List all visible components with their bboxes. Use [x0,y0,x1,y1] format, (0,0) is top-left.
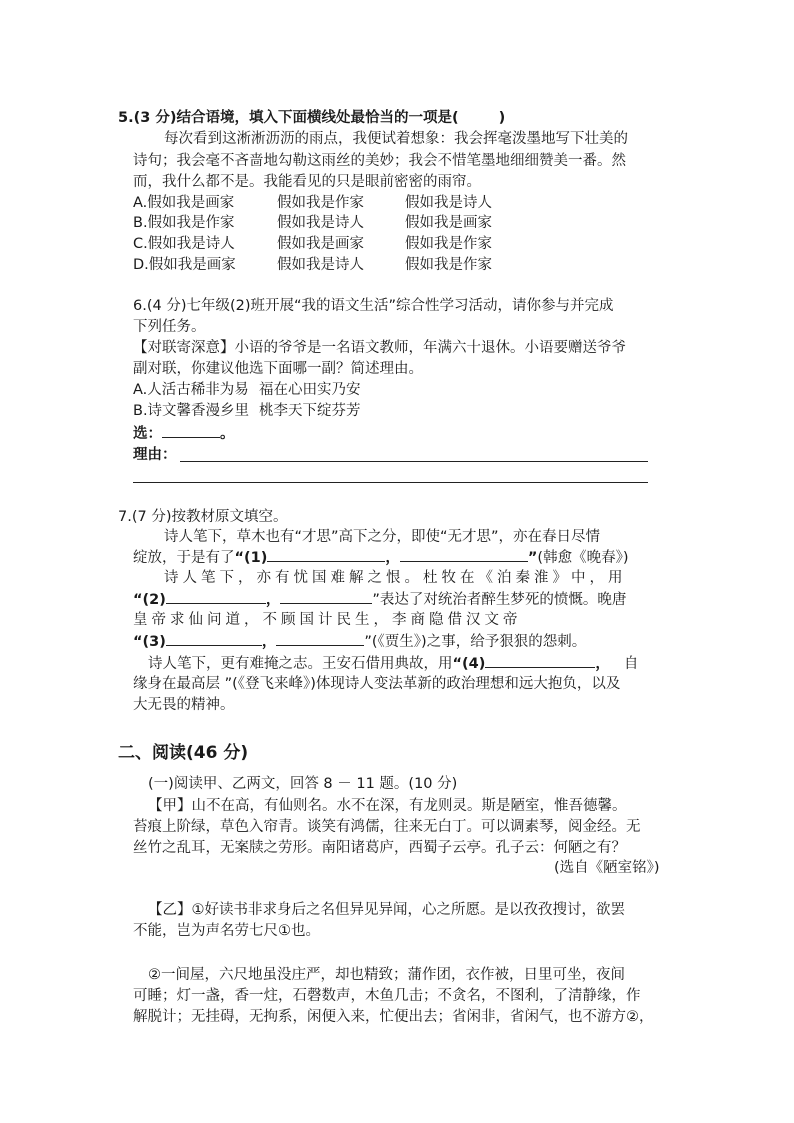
q6-stem-1: 6.(4 分)七年级(2)班开展“我的语文生活”综合性学习活动，请你参与并完成 [133,298,614,314]
q5-option-d-2: 假如我是诗人 [277,257,364,273]
q7-blank2-open: “(2) [133,592,166,608]
q7-blank4[interactable] [485,653,595,668]
jia-line-3: 丝竹之乱耳，无案牍之劳形。南阳诸葛庐，西蜀子云亭。孔子云：何陋之有？ [133,840,626,856]
q7-p2-rest-2: ”(《贾生》)之事，给予狠狠的怨刺。 [364,634,587,650]
q7-blank3-open: “(3) [133,634,166,650]
q7-blank1-a[interactable] [267,547,385,562]
q6-option-b-lower: 桃李天下绽芬芳 [259,403,361,419]
q5-option-a-1: A.假如我是画家 [133,195,235,211]
q5-option-b-1: B.假如我是作家 [133,215,235,231]
q5-option-a-3: 假如我是诗人 [405,195,492,211]
jia-source: (选自《陋室铭》) [554,860,660,876]
q5-option-c-2: 假如我是画家 [277,236,364,252]
q5-option-c-1: C.假如我是诗人 [133,236,235,252]
q7-blank1-b[interactable] [400,547,528,562]
q5-option-b [133,213,492,233]
q6-reason-blank-1[interactable] [180,461,648,462]
q6-choose-label: 选： [133,426,162,442]
q7-p2-line-4 [133,631,586,652]
q5-passage-line-2: 诗句；我会毫不吝啬地勾勒这雨丝的美妙；我会不惜笔墨地细细赞美一番。然 [133,153,626,169]
q7-blank1-comma: ， [385,550,400,566]
q7-blank2-comma: ， [265,592,281,608]
q5-passage-line-1: 每次看到这淅淅沥沥的雨点，我便试着想象：我会挥毫泼墨地写下壮美的 [164,131,628,147]
yi-2-line-3: 解脱计；无挂碍，无拘系，闲便入来，忙便出去；省闲非，省闲气，也不游方②， [133,1009,654,1025]
section-2-sub: (一)阅读甲、乙两文，回答 8 － 11 题。(10 分) [148,776,458,792]
q5-option-b-3: 假如我是画家 [405,215,492,231]
q5-stem-text: 5.(3 分)结合语境，填入下面横线处最恰当的一项是( [118,110,459,126]
yi-1-line-1: 【乙】①好读书非求身后之名但异见异闻，心之所愿。是以孜孜搜讨，欲罢 [148,902,625,918]
q7-blank3-a[interactable] [166,631,262,646]
q7-blank4-comma: ， [595,656,610,672]
q6-reason-blank-2[interactable] [133,482,648,483]
q6-stem-2: 下列任务。 [133,319,206,335]
jia-line-2: 苔痕上阶绿，草色入帘青。谈笑有鸿儒，往来无白丁。可以调素琴，阅金经。无 [133,819,641,835]
q7-p3-line-2: 缘身在最高层 ”(《登飞来峰》)体现诗人变法革新的政治理想和远大抱负，以及 [133,676,621,692]
q5-option-d [133,255,492,275]
q6-task-2: 副对联，你建议他选下面哪一副？简述理由。 [133,361,423,377]
q7-blank1-open: “(1) [234,550,268,566]
q6-option-b-upper: B.诗文馨香漫乡里 [133,403,250,419]
q5-option-c [133,234,492,254]
q6-choose-blank[interactable] [162,423,220,438]
section-2-title: 二、阅读(46 分) [118,743,249,763]
q6-choose-end: 。 [220,426,235,442]
q7-p1-source: (韩愈《晚春》) [537,550,629,566]
q5-option-a [133,193,492,213]
q7-p2-line-1: 诗人笔下，亦有忧国难解之恨。杜牧在《泊秦淮》中，用 [164,570,627,586]
q5-option-d-1: D.假如我是画家 [133,257,236,273]
q7-p2-rest: ”表达了对统治者醉生梦死的愤慨。晚唐 [372,592,627,608]
q7-p3-lead: 诗人笔下，更有难掩之志。王安石借用典故，用 [148,656,453,672]
q7-blank1-close: ” [527,550,538,566]
q5-stem [118,108,505,128]
q7-blank2-a[interactable] [166,589,266,604]
q7-p1-lead: 绽放，于是有了 [133,550,235,566]
q7-p3-line-3: 大无畏的精神。 [133,697,235,713]
q5-option-a-2: 假如我是作家 [277,195,364,211]
q5-option-c-3: 假如我是作家 [405,236,492,252]
q7-p1-line-1: 诗人笔下，草木也有“才思”高下之分，即使“无才思”，亦在春日尽情 [164,529,601,545]
yi-2-line-1: ②一间屋，六尺地虽没庄严，却也精致；蒲作团，衣作被，日里可坐，夜间 [148,967,625,983]
q6-option-a-upper: A.人活古稀非为易 [133,382,249,398]
q7-blank3-comma: ， [261,634,277,650]
q5-passage-line-3: 而，我什么都不是。我能看见的只是眼前密密的雨帘。 [133,174,481,190]
q6-choose-row [133,423,235,444]
q7-p2-line-2 [133,589,626,610]
q6-option-a [133,380,361,400]
q6-option-b [133,401,361,421]
q7-blank4-open: “(4) [452,656,486,672]
q6-option-a-lower: 福在心田实乃安 [259,382,361,398]
q5-option-d-3: 假如我是作家 [405,257,492,273]
q7-p3-end: 自 [623,656,639,672]
q7-p1-line-2 [133,547,628,568]
yi-1-line-2: 不能，岂为声名劳七尺①也。 [133,923,320,939]
q5-option-b-2: 假如我是诗人 [277,215,364,231]
q6-reason-label: 理由： [133,447,177,463]
q7-blank3-b[interactable] [276,631,364,646]
q7-stem: 7.(7 分)按教材原文填空。 [118,509,288,525]
q7-p3-line-1 [148,653,638,674]
q7-blank2-b[interactable] [280,589,372,604]
q7-p2-line-3: 皇帝求仙问道，不顾国计民生，李商隐借汉文帝 [133,612,522,628]
q5-stem-close: ) [498,110,506,126]
q6-task-1: 【对联寄深意】小语的爷爷是一名语文教师，年满六十退休。小语要赠送爷爷 [133,340,626,356]
jia-line-1: 【甲】山不在高，有仙则名。水不在深，有龙则灵。斯是陋室，惟吾德馨。 [148,798,627,814]
yi-2-line-2: 可睡；灯一盏，香一炷，石磬数声，木鱼几击；不贪名，不图利，了清静缘，作 [133,988,641,1004]
